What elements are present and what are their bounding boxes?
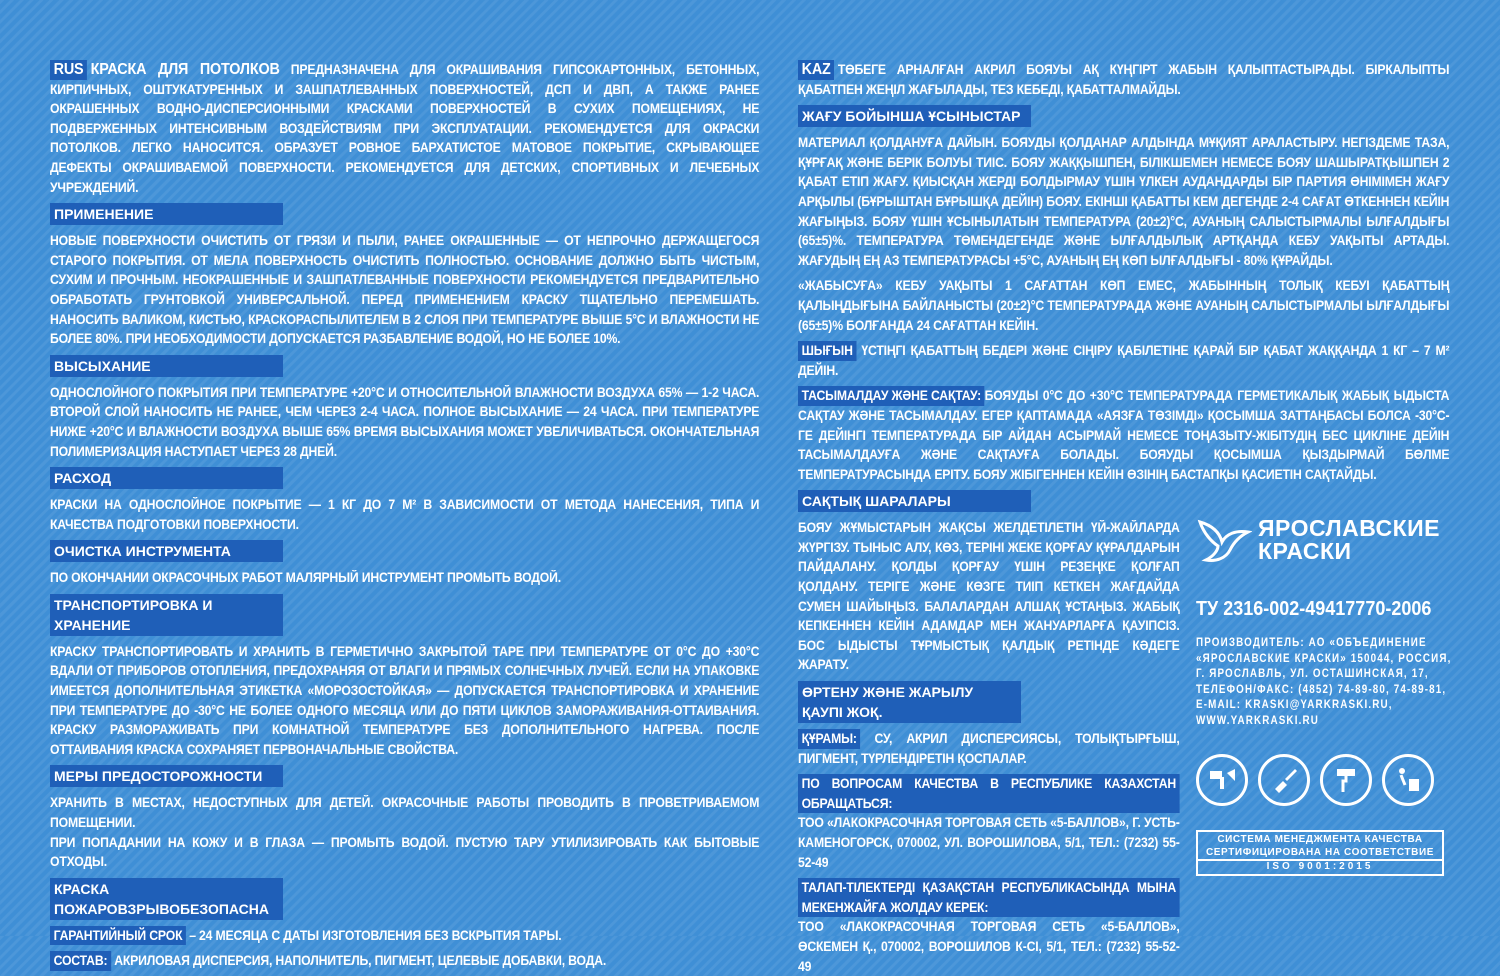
rus-fire-safe: КРАСКА ПОЖАРОВЗРЫВОБЕЗОПАСНА	[50, 878, 283, 920]
kaz-safety-title: САҚТЫҚ ШАРАЛАРЫ	[798, 490, 1031, 512]
rus-section-title-precautions: МЕРЫ ПРЕДОСТОРОЖНОСТИ	[50, 765, 283, 787]
rus-warranty-label: ГАРАНТИЙНЫЙ СРОК	[50, 926, 186, 946]
rus-intro	[50, 60, 759, 197]
kaz-intro	[798, 60, 1449, 99]
kaz-consumption-label: ШЫҒЫН	[798, 341, 856, 361]
kaz-drying-text: «ЖАБЫСУҒА» КЕБУ УАҚЫТЫ 1 САҒАТТАН КӨП ЕМЕС, ЖАБЫННЫҢ ТОЛЫҚ КЕБУІ ҚАБАТТЫҢ ҚАЛЫҢДЫҒЫНА БАЙЛАНЫСТЫ (20±2)°С ТЕМПЕРАТУРАДА ЖӘНЕ АУАНЫҢ САЛЫСТЫРМАЛЫ ЫЛҒАЛДЫҒЫ (65±5)% БОЛҒАНДА 24 САҒАТТАН КЕЙІН.	[798, 278, 1450, 333]
rus-section-text-precautions-2: ПРИ ПОПАДАНИИ НА КОЖУ И В ГЛАЗА — ПРОМЫТЬ ВОДОЙ. ПУСТУЮ ТАРУ УТИЛИЗИРОВАТЬ КАК БЫТОВЫЕ ОТХОДЫ.	[50, 834, 760, 870]
rus-composition-label: СОСТАВ:	[50, 951, 111, 971]
rus-section-text-drying: ОДНОСЛОЙНОГО ПОКРЫТИЯ ПРИ ТЕМПЕРАТУРЕ +20°С И ОТНОСИТЕЛЬНОЙ ВЛАЖНОСТИ ВОЗДУХА 65% — 1-2 ЧАСА. ВТОРОЙ СЛОЙ НАНОСИТЬ НЕ РАНЕЕ, ЧЕМ ЧЕРЕЗ 2-4 ЧАСА. ПОЛНОЕ ВЫСЫХАНИЕ — 24 ЧАСА. ПРИ ТЕМПЕРАТУРЕ НИЖЕ +20°С И ВЛАЖНОСТИ ВОЗДУХА ВЫШЕ 65% ВРЕМЯ ВЫСЫХАНИЯ МОЖЕТ УВЕЛИЧИВАТЬСЯ. ОКОНЧАТЕЛЬНАЯ ПОЛИМЕРИЗАЦИЯ НАСТУПАЕТ ЧЕРЕЗ 28 ДНЕЙ.	[50, 384, 760, 459]
rus-section-title-consumption: РАСХОД	[50, 467, 283, 489]
kaz-apply-title: ЖАҒУ БОЙЫНША ҰСЫНЫСТАР	[798, 105, 1031, 127]
kaz-claims-label: ТАЛАП-ТІЛЕКТЕРДІ ҚАЗАҚСТАН РЕСПУБЛИКАСЫНДА МЫНА МЕКЕНЖАЙҒА ЖОЛДАУ КЕРЕК:	[798, 878, 1180, 917]
rus-section-text-transport: КРАСКУ ТРАНСПОРТИРОВАТЬ И ХРАНИТЬ В ГЕРМЕТИЧНО ЗАКРЫТОЙ ТАРЕ ПРИ ТЕМПЕРАТУРЕ ОТ 0°С ДО +30°С ВДАЛИ ОТ ПРИБОРОВ ОТОПЛЕНИЯ, ПРЕДОХРАНЯЯ ОТ ВЛАГИ И ПРЯМЫХ СОЛНЕЧНЫХ ЛУЧЕЙ. ЕСЛИ НА УПАКОВКЕ ИМЕЕТСЯ ДОПОЛНИТЕЛЬНАЯ ЭТИКЕТКА «МОРОЗОСТОЙКАЯ» — ДОПУСКАЕТСЯ ТРАНСПОРТИРОВКА И ХРАНЕНИЕ ПРИ ТЕМПЕРАТУРЕ ДО -30°С НЕ БОЛЕЕ ОДНОГО МЕСЯЦА ИЛИ ДО ПЯТИ ЦИКЛОВ ЗАМОРАЖИВАНИЯ-ОТТАИВАНИЯ. КРАСКУ РАЗМОРАЖИВАТЬ ПРИ КОМНАТНОЙ ТЕМПЕРАТУРЕ БЕЗ ДОПОЛНИТЕЛЬНОГО НАГРЕВА. ПОСЛЕ ОТТАИВАНИЯ КРАСКА СОХРАНЯЕТ ПЕРВОНАЧАЛЬНЫЕ СВОЙСТВА.	[50, 643, 760, 757]
rus-section-text-consumption: КРАСКИ НА ОДНОСЛОЙНОЕ ПОКРЫТИЕ — 1 КГ ДО 7 М² В ЗАВИСИМОСТИ ОТ МЕТОДА НАНЕСЕНИЯ, ТИПА И КАЧЕСТВА ПОДГОТОВКИ ПОВЕРХНОСТИ.	[50, 497, 760, 532]
kaz-fire-safe: ӨРТЕНУ ЖӘНЕ ЖАРЫЛУ ҚАУПІ ЖОҚ.	[798, 681, 1021, 723]
kaz-quality-text: ТОО «ЛАКОКРАСОЧНАЯ ТОРГОВАЯ СЕТЬ «5-БАЛЛОВ», Г. УСТЬ-КАМЕНОГОРСК, 070002, УЛ. ВОРОШИЛОВА, 5/1, ТЕЛ.: (7232) 55-52-49	[798, 815, 1180, 870]
rus-composition-text: АКРИЛОВАЯ ДИСПЕРСИЯ, НАПОЛНИТЕЛЬ, ПИГМЕНТ, ЦЕЛЕВЫЕ ДОБАВКИ, ВОДА.	[114, 953, 607, 969]
producer-line: WWW.YARKRASKI.RU	[1196, 712, 1319, 727]
kaz-consumption-text: ҮСТІҢГІ ҚАБАТТЫҢ БЕДЕРІ ЖӘНЕ СІҢІРУ ҚАБІЛЕТІНЕ ҚАРАЙ БІР ҚАБАТ ЖАҚҚАНДА 1 КГ – 7 М² ДЕЙІН.	[798, 343, 1450, 378]
rus-section-title-cleaning: ОЧИСТКА ИНСТРУМЕНТА	[50, 540, 283, 562]
kaz-claims	[798, 878, 1180, 976]
brand-logo-line1: ЯРОСЛАВСКИЕ	[1258, 515, 1440, 541]
kaz-quality-label: ПО ВОПРОСАМ КАЧЕСТВА В РЕСПУБЛИКЕ КАЗАХСТАН ОБРАЩАТЬСЯ:	[798, 774, 1180, 813]
kaz-lang-code: KAZ	[798, 60, 834, 80]
iso-certificate	[1196, 830, 1444, 876]
recycle-bin-icon	[1382, 754, 1434, 806]
rus-composition	[50, 951, 759, 971]
rus-section-title-apply: ПРИМЕНЕНИЕ	[50, 203, 283, 225]
brand-block	[1196, 512, 1456, 876]
producer-line: Г. ЯРОСЛАВЛЬ, УЛ. ОСТАШИНСКАЯ, 17,	[1196, 666, 1429, 680]
kaz-composition-label: ҚҰРАМЫ:	[798, 729, 860, 749]
producer-line: ПРОИЗВОДИТЕЛЬ: АО «ОБЪЕДИНЕНИЕ	[1196, 635, 1427, 649]
rus-warranty-text: – 24 МЕСЯЦА С ДАТЫ ИЗГОТОВЛЕНИЯ БЕЗ ВСКРЫТИЯ ТАРЫ.	[189, 927, 562, 943]
rus-section-title-transport: ТРАНСПОРТИРОВКА И ХРАНЕНИЕ	[50, 594, 283, 636]
kaz-lower-block	[798, 518, 1180, 976]
kaz-intro-text: ТӨБЕГЕ АРНАЛҒАН АКРИЛ БОЯУЫ АҚ КҮҢГІРТ ЖАБЫН ҚАЛЫПТАСТЫРАДЫ. БІРКАЛЫПТЫ ҚАБАТПЕН ЖЕҢІЛ ЖАҒЫЛАДЫ, ТЕЗ КЕБЕДІ, ҚАБАТТАЛМАЙДЫ.	[798, 62, 1450, 97]
producer-line: «ЯРОСЛАВСКИЕ КРАСКИ» 150044, РОССИЯ,	[1196, 650, 1452, 665]
usage-icons	[1196, 754, 1456, 806]
rus-section-text-precautions: ХРАНИТЬ В МЕСТАХ, НЕДОСТУПНЫХ ДЛЯ ДЕТЕЙ. ОКРАСОЧНЫЕ РАБОТЫ ПРОВОДИТЬ В ПРОВЕТРИВАЕМОМ ПОМЕЩЕНИИ.	[50, 795, 760, 831]
rus-section-text-cleaning: ПО ОКОНЧАНИИ ОКРАСОЧНЫХ РАБОТ МАЛЯРНЫЙ ИНСТРУМЕНТ ПРОМЫТЬ ВОДОЙ.	[50, 570, 561, 586]
rus-lang-code: RUS	[50, 60, 87, 80]
dove-logo-icon	[1196, 512, 1252, 568]
kaz-claims-text: ТОО «ЛАКОКРАСОЧНАЯ ТОРГОВАЯ СЕТЬ «5-БАЛЛОВ», ӨСКЕМЕН Қ., 070002, ВОРОШИЛОВ К-СІ, 5/1, ТЕЛ.: (7232) 55-52-49	[798, 919, 1180, 974]
kaz-composition	[798, 729, 1180, 768]
kaz-transport-label: ТАСЫМАЛДАУ ЖӘНЕ САҚТАУ:	[798, 386, 985, 406]
kaz-transport	[798, 386, 1449, 484]
producer-line: ТЕЛЕФОН/ФАКС: (4852) 74-89-80, 74-89-81,	[1196, 681, 1447, 696]
brush-icon	[1258, 754, 1310, 806]
roller-icon	[1320, 754, 1372, 806]
tu-number: ТУ 2316-002-49417770-2006	[1196, 598, 1432, 620]
producer-info	[1196, 635, 1456, 728]
brand-logo-line2: КРАСКИ	[1258, 538, 1352, 564]
brand-logo	[1196, 512, 1456, 568]
producer-line: E-MAIL: KRASKI@YARKRASKI.RU,	[1196, 697, 1393, 711]
brush-roller-icon	[1196, 754, 1248, 806]
kaz-quality	[798, 774, 1180, 872]
rus-section-text-apply: НОВЫЕ ПОВЕРХНОСТИ ОЧИСТИТЬ ОТ ГРЯЗИ И ПЫЛИ, РАНЕЕ ОКРАШЕННЫЕ — ОТ НЕПРОЧНО ДЕРЖАЩЕГОСЯ СТАРОГО ПОКРЫТИЯ. ОТ МЕЛА ПОВЕРХНОСТЬ ОЧИСТИТЬ ПОЛНОСТЬЮ. ОСНОВАНИЕ ДОЛЖНО БЫТЬ ЧИСТЫМ, СУХИМ И ПРОЧНЫМ. НЕОКРАШЕННЫЕ И ЗАШПАТЛЕВАННЫЕ ПОВЕРХНОСТИ РЕКОМЕНДУЕТСЯ ПРЕДВАРИТЕЛЬНО ОБРАБОТАТЬ ГРУНТОВКОЙ УНИВЕРСАЛЬНОЙ. ПЕРЕД ПРИМЕНЕНИЕМ КРАСКУ ТЩАТЕЛЬНО ПЕРЕМЕШАТЬ. НАНОСИТЬ ВАЛИКОМ, КИСТЬЮ, КРАСКОРАСПЫЛИТЕЛЕМ В 2 СЛОЯ ПРИ ТЕМПЕРАТУРЕ ВЫШЕ 5°С И ВЛАЖНОСТИ НЕ БОЛЕЕ 80%. ПРИ НЕОБХОДИМОСТИ ДОПУСКАЕТСЯ РАЗБАВЛЕНИЕ ВОДОЙ, НО НЕ БОЛЕЕ 10%.	[50, 233, 760, 347]
kaz-apply-text: МАТЕРИАЛ ҚОЛДАНУҒА ДАЙЫН. БОЯУДЫ ҚОЛДАНАР АЛДЫНДА МҰҚИЯТ АРАЛАСТЫРУ. НЕГІЗДЕМЕ ТАЗА, ҚҰРҒАҚ ЖӘНЕ БЕРІК БОЛУЫ ТИІС. БОЯУ ЖАҚҚЫШПЕН, БІЛІКШЕМЕН НЕМЕСЕ БОЯУ ШАШЫРАТҚЫШПЕН 2 ҚАБАТ ЕТІП ЖАҒУ. ҚИЫСҚАН ЖЕРДІ БОЛДЫРМАУ ҮШІН ҮЛКЕН АУДАНДАРДЫ БІР ПАРТИЯ ӨНІМІМЕН ЖАҒУ АРҚЫЛЫ (БҰРЫШТАН БҰРЫШҚА ДЕЙІН) БОЯУ. ЕКІНШІ ҚАБАТТЫ КЕМ ДЕГЕНДЕ 2-4 САҒАТ ӨТКЕННЕН КЕЙІН ЖАҒЫҢЫЗ. БОЯУ ҮШІН ҰСЫНЫЛАТЫН ТЕМПЕРАТУРА (20±2)°С, АУАНЫҢ САЛЫСТЫРМАЛЫ ЫЛҒАЛДЫҒЫ (65±5)%. ТЕМПЕРАТУРА ТӨМЕНДЕГЕНДЕ ЖӘНЕ ЫЛҒАЛДЫЛЫҚ АРТҚАНДА КЕБУ УАҚЫТЫ АРТАДЫ. ЖАҒУДЫҢ ЕҢ АЗ ТЕМПЕРАТУРАСЫ +5°С, АУАНЫҢ ЕҢ КӨП ЫЛҒАЛДЫҒЫ - 80% ҚҰРАЙДЫ.	[798, 135, 1450, 268]
rus-section-title-drying: ВЫСЫХАНИЕ	[50, 355, 283, 377]
iso-line1: СИСТЕМА МЕНЕДЖМЕНТА КАЧЕСТВА	[1217, 834, 1423, 845]
rus-intro-title: КРАСКА ДЛЯ ПОТОЛКОВ	[90, 61, 280, 78]
kaz-transport-text: БОЯУДЫ 0°С ДО +30°С ТЕМПЕРАТУРАДА ГЕРМЕТИКАЛЫҚ ЖАБЫҚ ЫДЫСТА САҚТАУ ЖӘНЕ ТАСЫМАЛДАУ. ЕГЕР ҚАПТАМАДА «АЯЗҒА ТӨЗІМДІ» ҚОСЫМША ЗАТТАҢБАСЫ БОЛСА -30°С-ГЕ ДЕЙІНГІ ТЕМПЕРАТУРАДА БІР АЙДАН АСЫРМАЙ НЕМЕСЕ ТОҢАЗЫТУ-ЖІБІТУДІҢ БЕС ЦИКЛІНЕ ДЕЙІН ТАСЫМАЛДАУҒА ЖӘНЕ САҚТАУҒА БОЛАДЫ. БОЯУДЫ ҚОСЫМША ҚЫЗДЫРМАЙ БӨЛМЕ ТЕМПЕРАТУРАСЫНДА ЕРІТУ. БОЯУ ЖІБІГЕННЕН КЕЙІН ӨЗІНІҢ БАСТАПҚЫ ҚАСИЕТІН САҚТАЙДЫ.	[798, 388, 1450, 482]
rus-column	[50, 60, 760, 971]
iso-line2: СЕРТИФИЦИРОВАНА НА СООТВЕТСТВИЕ	[1205, 846, 1435, 858]
kaz-safety-text: БОЯУ ЖҰМЫСТАРЫН ЖАҚСЫ ЖЕЛДЕТІЛЕТІН ҮЙ-ЖАЙЛАРДА ЖҮРГІЗУ. ТЫНЫС АЛУ, КӨЗ, ТЕРІНІ ЖЕКЕ ҚОРҒАУ ҚҰРАЛДАРЫН ПАЙДАЛАНУ. ҚОЛДЫ ҚОРҒАУ ҮШІН РЕЗЕҢКЕ ҚОЛҒАП ҚОЛДАНУ. ТЕРІГЕ ЖӘНЕ КӨЗГЕ ТИІП КЕТКЕН ЖАҒДАЙДА СУМЕН ШАЙЫҢЫЗ. БАЛАЛАРДАН АЛШАҚ ҰСТАҢЫЗ. ЖАБЫҚ КЕПКЕННЕН КЕЙІН АДАМДАР МЕН ЖАНУАРЛАРҒА ҚАУІПСІЗ. БОС ЫДЫСТЫ ТҰРМЫСТЫҚ ҚАЛДЫҚ РЕТІНДЕ КӘДЕГЕ ЖАРАТУ.	[798, 520, 1180, 673]
kaz-composition-text: СУ, АКРИЛ ДИСПЕРСИЯСЫ, ТОЛЫҚТЫРҒЫШ, ПИГМЕНТ, ТҮРЛЕНДІРЕТІН ҚОСПАЛАР.	[798, 731, 1180, 766]
rus-intro-text: ПРЕДНАЗНАЧЕНА ДЛЯ ОКРАШИВАНИЯ ГИПСОКАРТОННЫХ, БЕТОННЫХ, КИРПИЧНЫХ, ОШТУКАТУРЕННЫХ И ЗАШПАТЛЕВАННЫХ ПОВЕРХНОСТЕЙ, ДСП И ДВП, А ТАКЖЕ РАНЕЕ ОКРАШЕННЫХ ВОДНО-ДИСПЕРСИОННЫМИ КРАСКАМИ ПОВЕРХНОСТЕЙ В СУХИХ ПОМЕЩЕНИЯХ, НЕ ПОДВЕРЖЕННЫХ ИНТЕНСИВНЫМ ВОЗДЕЙСТВИЯМ ПРИ ЭКСПЛУАТАЦИИ. РЕКОМЕНДУЕТСЯ ДЛЯ ОКРАСКИ ПОТОЛКОВ. ЛЕГКО НАНОСИТСЯ. ОБРАЗУЕТ РОВНОЕ БАРХАТИСТОЕ МАТОВОЕ ПОКРЫТИЕ, СКРЫВАЮЩЕЕ ДЕФЕКТЫ ОКРАШИВАЕМОЙ ПОВЕРХНОСТИ. РЕКОМЕНДУЕТСЯ ДЛЯ ДЕТСКИХ, СПОРТИВНЫХ И ЛЕЧЕБНЫХ УЧРЕЖДЕНИЙ.	[50, 62, 760, 195]
kaz-consumption	[798, 341, 1449, 380]
iso-standard: ISO 9001:2015	[1198, 859, 1442, 874]
